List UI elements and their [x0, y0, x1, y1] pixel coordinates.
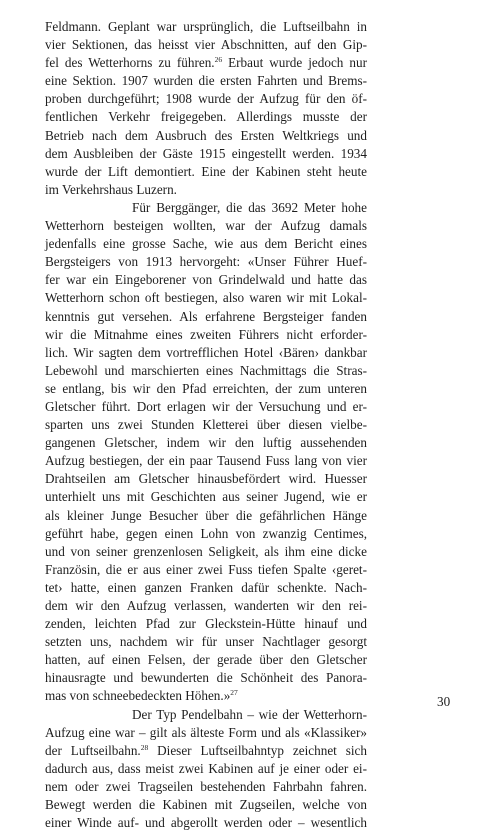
text-run: Erbaut wurde jedoch nur — [222, 55, 367, 71]
text-line: eine Sektion. 1907 wurden die ersten Fahrten und Brems- — [45, 73, 367, 89]
text-line: Wetterhorn besteigen wollten, war der Aufzug damals — [45, 218, 367, 234]
text-line: als kleiner Junge Besucher über die gefährlichen Hänge — [45, 507, 367, 523]
text-line: im Verkehrshaus Luzern. — [45, 181, 177, 197]
footnote-marker: 28 — [140, 742, 149, 752]
text-line: Aufzug bestiegen, der ein paar Tausend Fuss lang von vier — [45, 453, 367, 469]
text-line: hatten, auf einen Felsen, der gerade über den Gletscher — [45, 652, 367, 668]
text-line: gangenen Gletscher, indem wir den luftig aussehenden — [45, 435, 367, 451]
footnote-marker: 27 — [230, 688, 238, 698]
text-line: sparten uns zwei Stunden Kletterei über diesen vielbe- — [45, 417, 367, 433]
text-line: vier Sektionen, das heisst vier Abschnitten, auf den Gip- — [45, 37, 367, 53]
text-line: einer Winde auf- und abgerollt werden oder – wesentlich — [45, 815, 367, 831]
text-line: unterhielt uns mit Geschichten aus seiner Jugend, wie er — [45, 489, 367, 505]
text-line: lich. Wir sagten dem vortrefflichen Hotel ‹Bären› dankbar — [45, 344, 367, 360]
text-line: setzten uns, nachdem wir für unser Nachtlager gesorgt — [45, 634, 367, 650]
text-line: hinausragte und bewunderten die Schönheit des Panora- — [45, 670, 367, 686]
body-text — [45, 18, 367, 832]
text-line: wir die Mitnahme eines zweiten Führers nicht erforder- — [45, 326, 367, 342]
text-run: mas von schneebedeckten Höhen.» — [45, 688, 231, 704]
text-line: dem wir den Aufzug verlassen, wanderten wir den rei- — [45, 598, 367, 613]
text-line: proben durchgeführt; 1908 wurde der Aufzug für den öf- — [45, 91, 367, 107]
text-line: Feldmann. Geplant war ursprünglich, die Luftseilbahn in — [45, 19, 367, 34]
text-line: Französin, die er aus einer zwei Fuss tiefen Spalte ‹geret- — [45, 561, 367, 577]
text-line: fentlichen Verkehr freigegeben. Allerdings musste der — [45, 109, 367, 125]
text-line: Bewegt werden die Kabinen mit Zugseilen, welche von — [45, 797, 367, 813]
text-line: kenntnis gut versehen. Als erfahrene Bergsteiger fanden — [45, 308, 367, 324]
text-line: nem oder zwei Tragseilen bestehenden Fahrbahn fahren. — [45, 778, 367, 794]
text-line: jedenfalls eine grosse Sache, wie aus dem Bericht eines — [45, 236, 367, 252]
text-line — [45, 687, 367, 705]
page-number: 30 — [437, 694, 451, 709]
text-line: und von seiner grenzenlosen Seligkeit, als ihm eine dicke — [45, 543, 367, 559]
text-line: dadurch aus, dass meist zwei Kabinen auf je einer oder ei- — [45, 760, 367, 776]
text-line: Für Berggänger, die das 3692 Meter hohe — [132, 199, 367, 215]
text-line — [45, 54, 367, 72]
text-line: Aufzug eine war – gilt als älteste Form und als «Klassiker» — [45, 724, 367, 740]
text-line: zenden, leichten Pfad zur Gleckstein-Hütte hinauf und — [45, 616, 367, 632]
text-line: Bergsteigers von 1913 hervorgeht: «Unser Führer Huef- — [45, 254, 367, 270]
footnote-marker: 26 — [214, 55, 223, 65]
text-line: fer war ein Eingeborener von Grindelwald und hatte das — [45, 272, 367, 288]
text-run: der Luftseilbahn. — [45, 742, 141, 758]
text-run: Dieser Luftseilbahntyp zeichnet sich — [148, 742, 367, 758]
text-line: se entlang, bis wir den Pfad erreichten, der zum unteren — [45, 380, 367, 396]
text-line: dem Ausbleiben der Gäste 1915 eingestellt werden. 1934 — [45, 145, 367, 161]
text-line: Gletscher führt. Dort erlagen wir der Versuchung und er- — [45, 398, 367, 414]
text-line: wurde der Lift demontiert. Eine der Kabinen steht heute — [45, 163, 367, 179]
text-line: Der Typ Pendelbahn – wie der Wetterhorn- — [132, 706, 367, 722]
text-line: Betrieb nach dem Ausbruch des Ersten Weltkriegs und — [45, 127, 367, 143]
text-line: Lebewohl und marschierten eines Nachmittags die Stras- — [45, 362, 367, 378]
text-line: Wetterhorn schon oft bestiegen, also waren wir mit Lokal- — [45, 290, 367, 306]
text-line: geführt habe, gegen einen Lohn von zwanzig Centimes, — [45, 525, 367, 541]
text-run: fel des Wetterhorns zu führen. — [45, 55, 215, 71]
text-line — [45, 742, 367, 760]
text-line: Drahtseilen am Gletscher hinausbefördert wird. Huesser — [45, 471, 367, 487]
text-line: tet› hatte, einen ganzen Franken dafür schenkte. Nach- — [45, 579, 367, 595]
